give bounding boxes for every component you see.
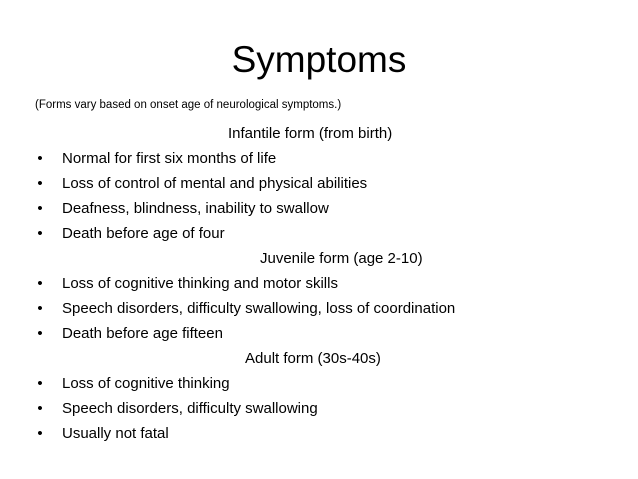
infantile-section xyxy=(0,121,638,246)
bullet-item xyxy=(0,321,638,346)
bullet-text: Normal for first six months of life xyxy=(62,150,277,167)
section-heading-adult: Adult form (30s-40s) xyxy=(245,350,381,367)
bullet-item xyxy=(0,371,638,396)
bullet-dot: • xyxy=(37,200,43,217)
bullet-dot: • xyxy=(37,175,43,192)
bullet-text: Loss of control of mental and physical abilities xyxy=(62,175,368,192)
juvenile-section xyxy=(0,246,638,346)
bullet-item xyxy=(0,296,638,321)
bullet-text: Speech disorders, difficulty swallowing xyxy=(62,400,318,417)
bullet-dot: • xyxy=(37,300,43,317)
slide-body xyxy=(0,121,638,446)
bullet-text: Death before age of four xyxy=(62,225,225,242)
bullet-text: Loss of cognitive thinking xyxy=(62,375,230,392)
bullet-item xyxy=(0,196,638,221)
bullet-list-adult xyxy=(0,371,638,446)
slide-title: Symptoms xyxy=(231,39,407,80)
bullet-dot: • xyxy=(37,325,43,342)
adult-section xyxy=(0,346,638,446)
bullet-item xyxy=(0,396,638,421)
bullet-item xyxy=(0,221,638,246)
bullet-dot: • xyxy=(37,275,43,292)
bullet-item xyxy=(0,271,638,296)
bullet-text: Usually not fatal xyxy=(62,425,169,442)
bullet-dot: • xyxy=(37,425,43,442)
bullet-list-infantile xyxy=(0,146,638,246)
bullet-text: Speech disorders, difficulty swallowing, loss of coordination xyxy=(62,300,456,317)
bullet-item xyxy=(0,421,638,446)
bullet-dot: • xyxy=(37,375,43,392)
bullet-dot: • xyxy=(37,150,43,167)
bullet-item xyxy=(0,171,638,196)
section-heading-juvenile: Juvenile form (age 2-10) xyxy=(260,250,423,267)
bullet-dot: • xyxy=(37,225,43,242)
bullet-item xyxy=(0,146,638,171)
bullet-list-juvenile xyxy=(0,271,638,346)
bullet-text: Deafness, blindness, inability to swallow xyxy=(62,200,329,217)
slide-subtitle: (Forms vary based on onset age of neurological symptoms.) xyxy=(35,99,342,111)
bullet-text: Death before age fifteen xyxy=(62,325,223,342)
bullet-dot: • xyxy=(37,400,43,417)
bullet-text: Loss of cognitive thinking and motor skills xyxy=(62,275,338,292)
section-heading-infantile: Infantile form (from birth) xyxy=(228,125,393,142)
